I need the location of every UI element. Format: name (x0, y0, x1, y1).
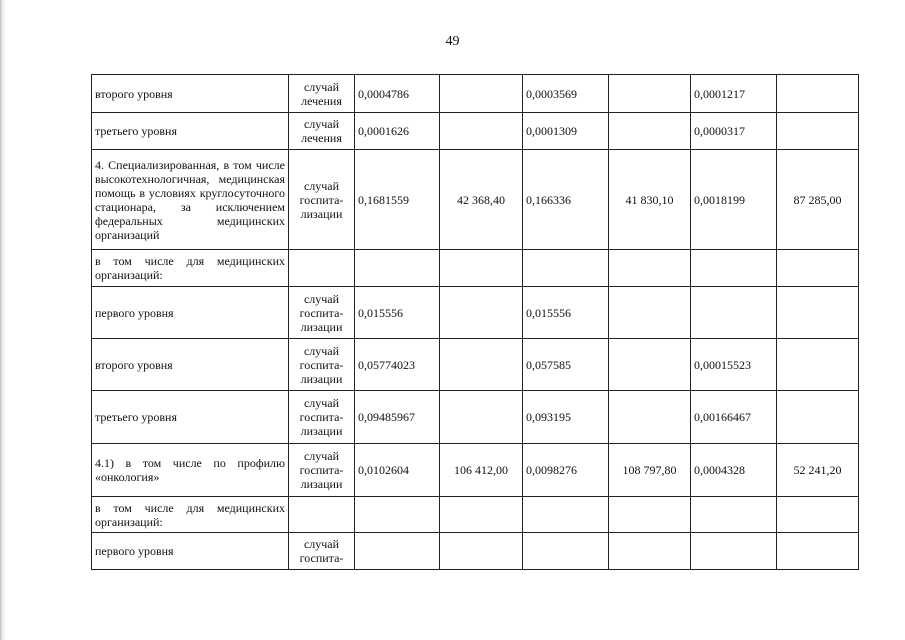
row-unit-cell: случай госпита- (289, 533, 355, 570)
cost-cell (609, 75, 691, 113)
row-unit-cell: случай госпита-лизации (289, 391, 355, 444)
cost-cell (609, 391, 691, 444)
cost-cell (777, 287, 859, 339)
value-cell: 0,0001626 (355, 113, 440, 150)
table-row (92, 497, 859, 533)
cost-cell (609, 497, 691, 533)
row-unit-cell (289, 250, 355, 287)
value-cell: 0,00015523 (691, 339, 777, 391)
value-cell: 0,0004786 (355, 75, 440, 113)
cost-cell (609, 533, 691, 570)
table-row (92, 391, 859, 444)
value-cell (691, 497, 777, 533)
value-cell: 0,09485967 (355, 391, 440, 444)
value-cell (691, 287, 777, 339)
cost-cell (440, 339, 523, 391)
cost-cell: 52 241,20 (777, 444, 859, 497)
row-name-cell: второго уровня (92, 75, 289, 113)
cost-cell: 41 830,10 (609, 150, 691, 250)
row-name-cell: первого уровня (92, 287, 289, 339)
value-cell: 0,0102604 (355, 444, 440, 497)
row-name-cell: 4.1) в том числе по профилю «онкология» (92, 444, 289, 497)
cost-cell (777, 250, 859, 287)
value-cell: 0,057585 (523, 339, 609, 391)
value-cell (355, 497, 440, 533)
table-row (92, 287, 859, 339)
table-row (92, 75, 859, 113)
value-cell: 0,015556 (523, 287, 609, 339)
row-unit-cell (289, 497, 355, 533)
value-cell: 0,0004328 (691, 444, 777, 497)
cost-cell (777, 497, 859, 533)
value-cell (691, 533, 777, 570)
value-cell: 0,0001309 (523, 113, 609, 150)
cost-cell: 108 797,80 (609, 444, 691, 497)
cost-cell (777, 113, 859, 150)
cost-cell (440, 287, 523, 339)
table-row (92, 533, 859, 570)
value-cell: 0,0001217 (691, 75, 777, 113)
cost-cell: 106 412,00 (440, 444, 523, 497)
value-cell: 0,05774023 (355, 339, 440, 391)
cost-cell (609, 287, 691, 339)
cost-cell (609, 250, 691, 287)
value-cell (691, 250, 777, 287)
row-unit-cell: случай госпита-лизации (289, 287, 355, 339)
value-cell: 0,093195 (523, 391, 609, 444)
value-cell (355, 533, 440, 570)
cost-cell (440, 75, 523, 113)
value-cell: 0,0003569 (523, 75, 609, 113)
value-cell: 0,0000317 (691, 113, 777, 150)
value-cell: 0,015556 (355, 287, 440, 339)
page-number: 49 (445, 34, 460, 49)
row-name-cell: второго уровня (92, 339, 289, 391)
value-cell: 0,0018199 (691, 150, 777, 250)
row-unit-cell: случай госпита-лизации (289, 339, 355, 391)
cost-cell (440, 113, 523, 150)
row-name-cell: третьего уровня (92, 391, 289, 444)
cost-cell: 42 368,40 (440, 150, 523, 250)
row-unit-cell: случай лечения (289, 75, 355, 113)
table-row (92, 444, 859, 497)
table-row (92, 339, 859, 391)
value-cell (355, 250, 440, 287)
value-cell: 0,00166467 (691, 391, 777, 444)
table-row (92, 113, 859, 150)
row-name-cell: в том числе для медицинских организаций: (92, 250, 289, 287)
cost-cell (440, 250, 523, 287)
row-unit-cell: случай госпита-лизации (289, 444, 355, 497)
value-cell (523, 250, 609, 287)
table-row (92, 150, 859, 250)
row-name-cell: в том числе для медицинских организаций: (92, 497, 289, 533)
value-cell: 0,1681559 (355, 150, 440, 250)
cost-cell: 87 285,00 (777, 150, 859, 250)
value-cell: 0,0098276 (523, 444, 609, 497)
value-cell: 0,166336 (523, 150, 609, 250)
cost-cell (609, 339, 691, 391)
row-unit-cell: случай госпита-лизации (289, 150, 355, 250)
row-name-cell: третьего уровня (92, 113, 289, 150)
row-unit-cell: случай лечения (289, 113, 355, 150)
cost-cell (440, 391, 523, 444)
row-name-cell: 4. Специализированная, в том числе высокотехнологичная, медицинская помощь в условиях круглосуточного стационара, за исключением федеральных медицинских организаций (92, 150, 289, 250)
row-name-cell: первого уровня (92, 533, 289, 570)
table-row (92, 250, 859, 287)
value-cell (523, 497, 609, 533)
cost-cell (777, 391, 859, 444)
cost-cell (777, 339, 859, 391)
data-table (91, 74, 859, 570)
value-cell (523, 533, 609, 570)
scan-edge (0, 0, 6, 640)
cost-cell (777, 75, 859, 113)
cost-cell (440, 497, 523, 533)
cost-cell (777, 533, 859, 570)
cost-cell (440, 533, 523, 570)
cost-cell (609, 113, 691, 150)
